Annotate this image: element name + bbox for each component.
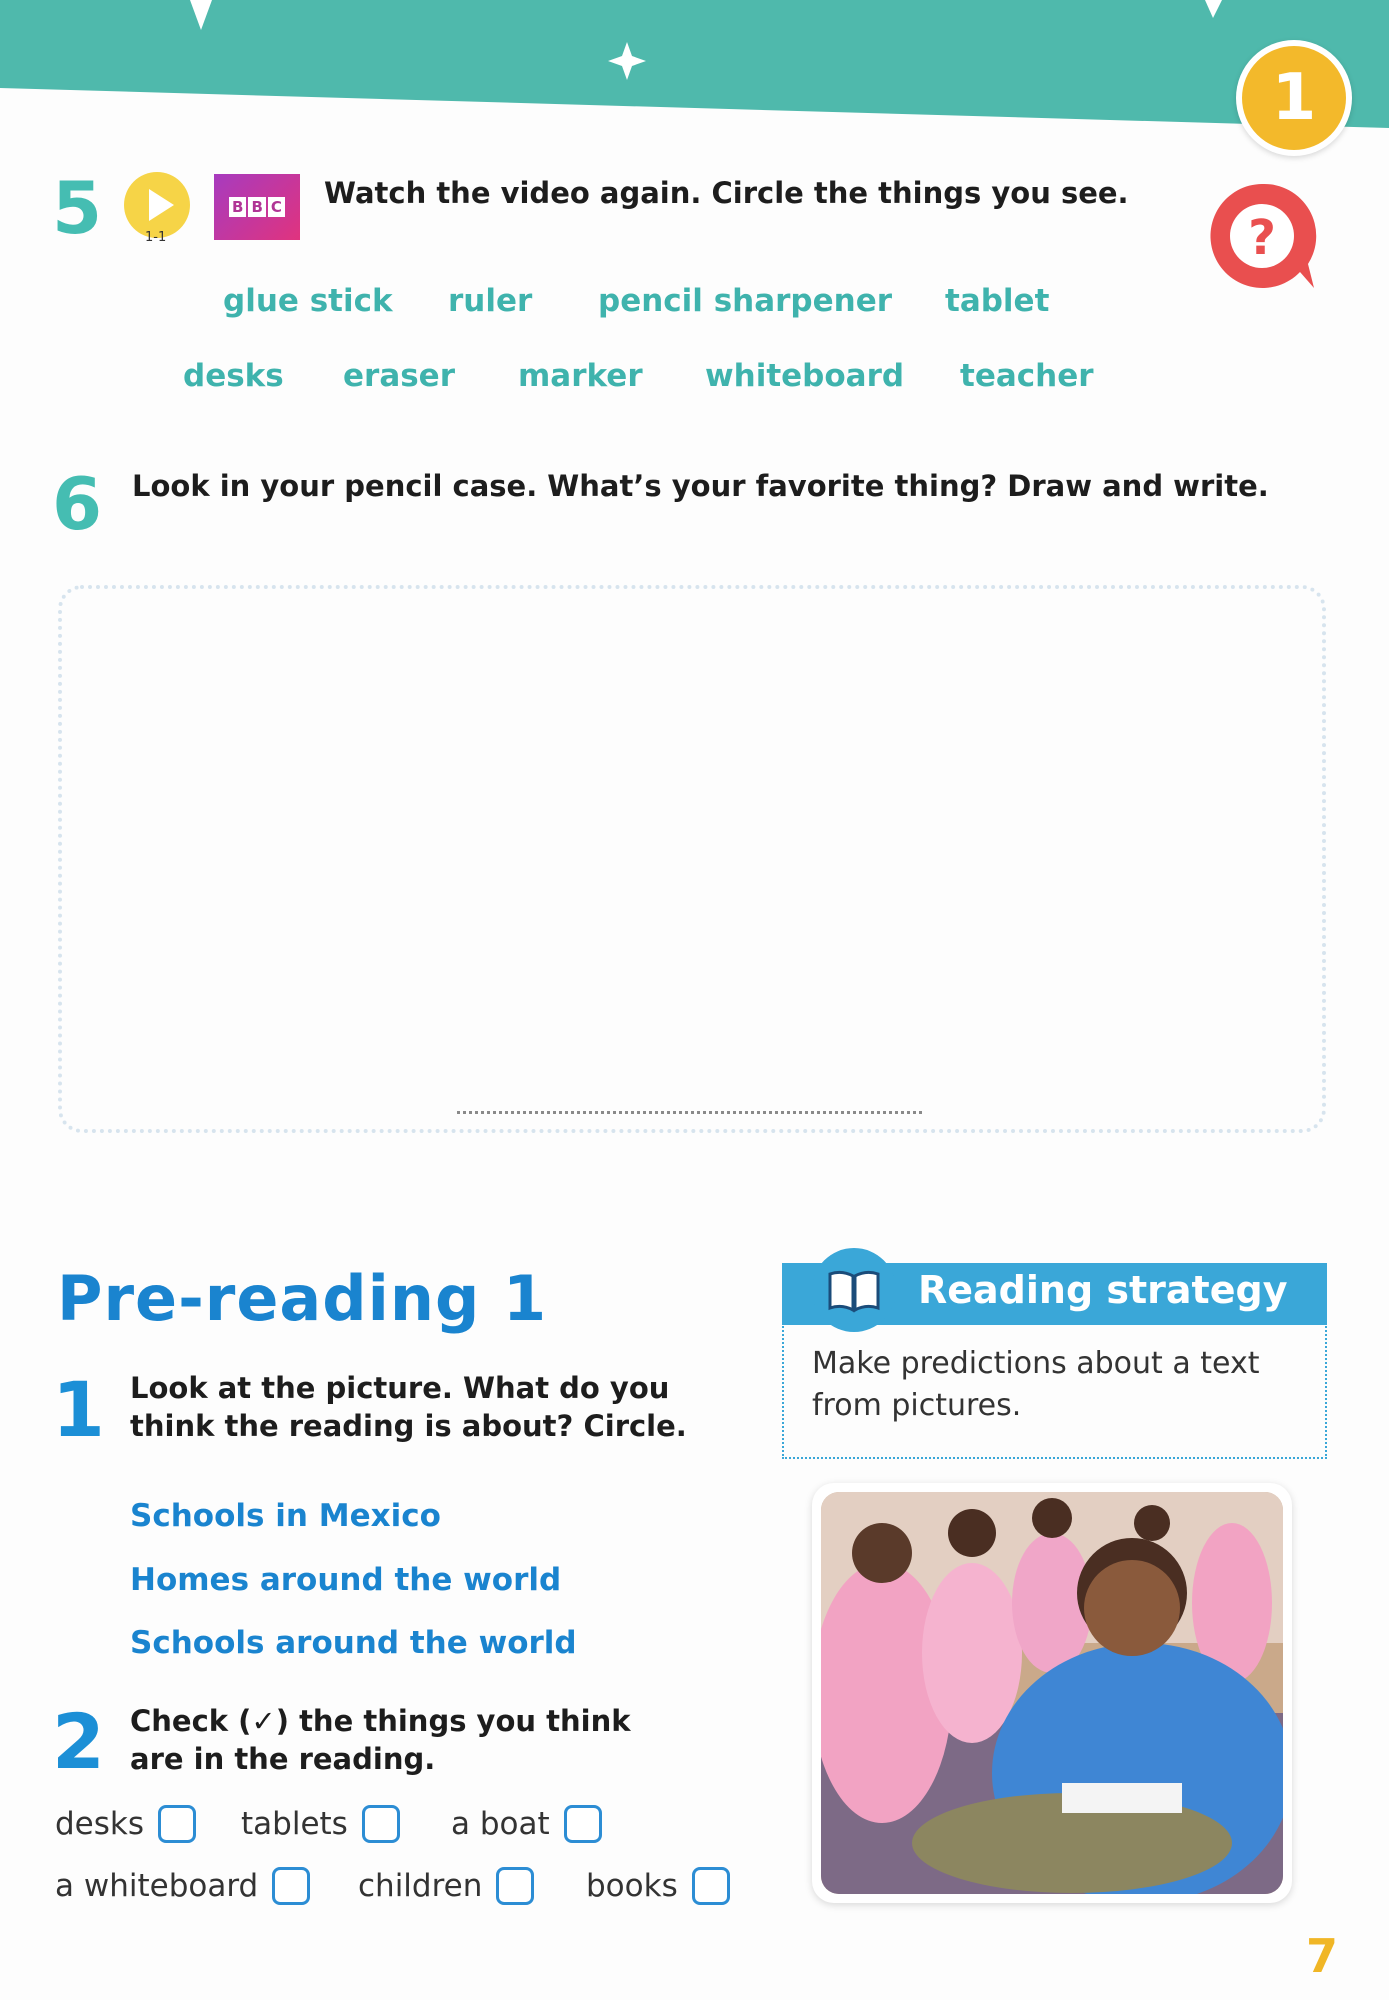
page-number: 7 [1306,1929,1339,1983]
reading-topic-option[interactable]: Schools in Mexico [130,1498,441,1534]
word-option[interactable]: ruler [448,283,533,319]
checklist-label: tablets [241,1806,348,1842]
exercise-number: 5 [52,166,103,250]
checklist-label: books [586,1868,678,1904]
reading-topic-option[interactable]: Schools around the world [130,1625,577,1661]
checkbox[interactable] [158,1805,196,1843]
exercise1-instruction-line1: Look at the picture. What do you [130,1371,670,1405]
word-option[interactable]: marker [518,358,643,394]
reading-photo [812,1483,1292,1903]
checklist-label: children [358,1868,483,1904]
exercise-number: 2 [52,1697,105,1786]
bbc-logo [214,174,300,240]
unit-number: 1 [1271,61,1317,135]
checkbox[interactable] [496,1867,534,1905]
bbc-letter: C [268,197,285,217]
strategy-title: Reading strategy [918,1268,1288,1312]
video-play-button[interactable] [124,172,190,238]
exercise2-instruction-line1: Check (✓) the things you think [130,1704,631,1738]
reading-topic-option[interactable]: Homes around the world [130,1562,562,1598]
section-title: Pre-reading 1 [57,1262,548,1335]
checkbox[interactable] [362,1805,400,1843]
exercise-number: 1 [52,1365,105,1454]
word-option[interactable]: tablet [945,283,1050,319]
exercise2-instruction-line2: are in the reading. [130,1742,436,1776]
svg-text:?: ? [1248,210,1276,266]
writing-line[interactable] [457,1111,922,1114]
exercise6-instruction: Look in your pencil case. What’s your favorite thing? Draw and write. [132,469,1269,503]
checklist-item[interactable] [586,1867,730,1905]
word-option[interactable]: teacher [960,358,1094,394]
checklist-label: desks [55,1806,145,1842]
checklist-label: a whiteboard [55,1868,259,1904]
checkbox[interactable] [692,1867,730,1905]
exercise-number: 6 [52,462,103,546]
checklist-item[interactable] [241,1805,400,1843]
play-icon [124,172,190,238]
checkbox[interactable] [564,1805,602,1843]
exercise5-instruction: Watch the video again. Circle the things you see. [324,176,1129,210]
bbc-letter: B [229,197,246,217]
drawing-area[interactable] [58,585,1326,1133]
checklist-label: a boat [451,1806,550,1842]
exercise1-instruction-line2: think the reading is about? Circle. [130,1409,687,1443]
video-code: 1-1 [145,230,167,245]
checklist-item[interactable] [55,1867,310,1905]
word-option[interactable]: glue stick [223,283,393,319]
word-option[interactable]: pencil sharpener [598,283,893,319]
strategy-text: Make predictions about a text from pictures. [812,1346,1260,1423]
word-option[interactable]: whiteboard [705,358,905,394]
checklist-item[interactable] [451,1805,602,1843]
unit-badge [1236,40,1352,156]
word-option[interactable]: desks [183,358,284,394]
header-banner [0,0,1389,130]
bbc-letter: B [248,197,265,217]
checklist-item[interactable] [358,1867,534,1905]
book-icon [812,1248,896,1332]
question-icon [1204,180,1322,292]
word-option[interactable]: eraser [343,358,455,394]
checklist-item[interactable] [55,1805,196,1843]
checkbox[interactable] [272,1867,310,1905]
